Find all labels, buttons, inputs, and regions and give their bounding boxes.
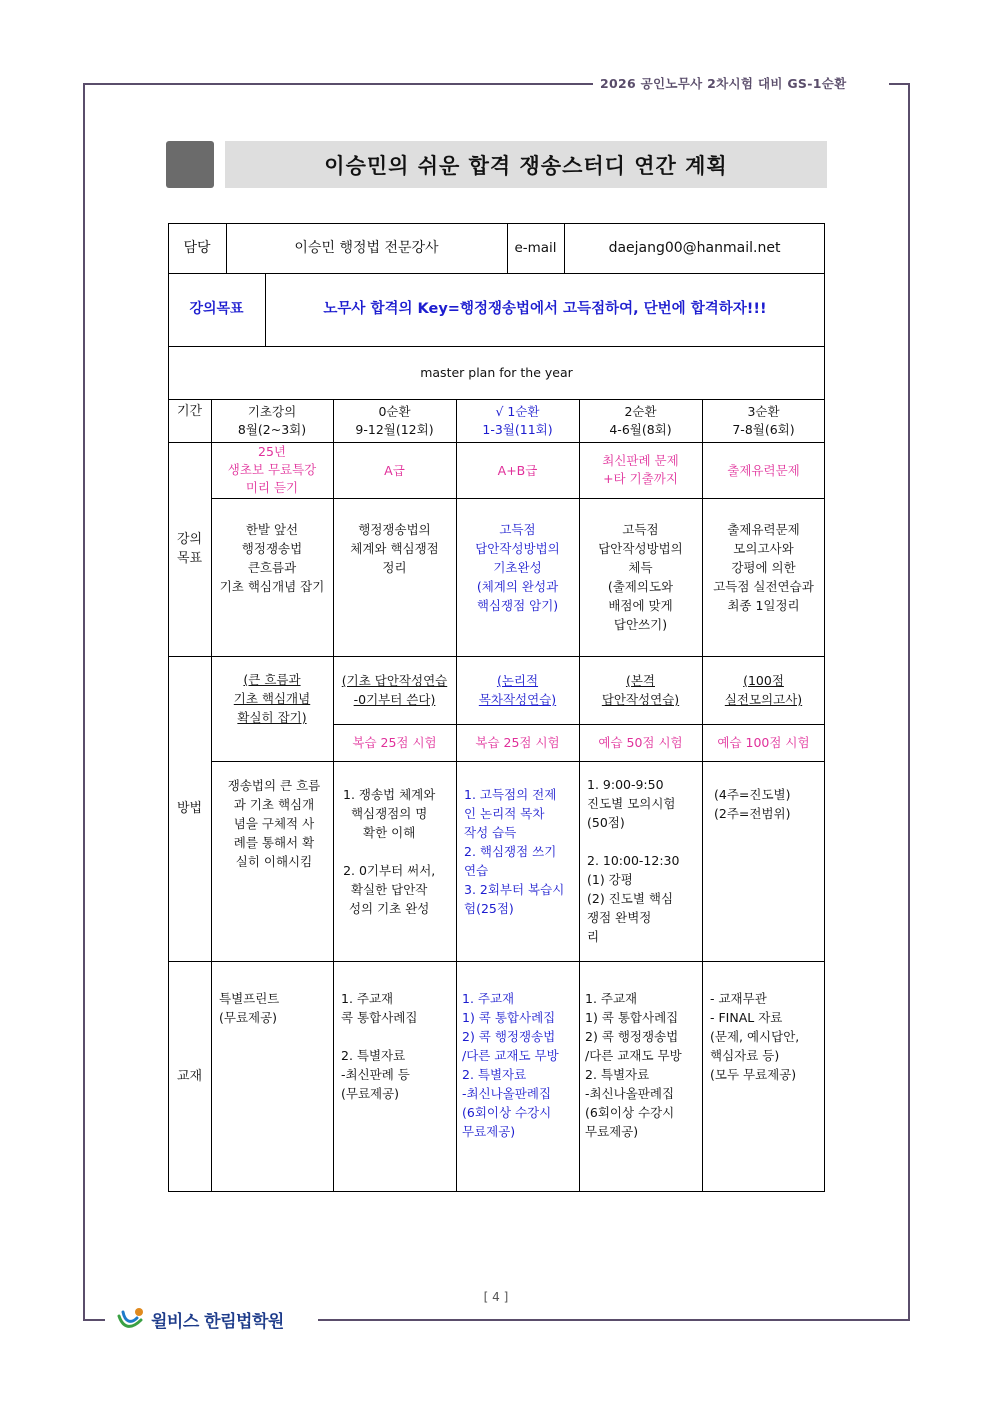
period-name: 0순환 [378, 403, 411, 419]
logo-text: 윌비스 한림법학원 [151, 1311, 284, 1332]
course-goal-text: 노무사 합격의 Key=행정쟁송법에서 고득점하여, 단번에 합격하자!!! [323, 301, 767, 317]
period-name: 3순환 [747, 403, 780, 419]
period-term: 1-3월(11회) [482, 421, 553, 437]
exam-round2: 예습 50점 시험 [598, 735, 683, 750]
page-frame-bottom-left [83, 1319, 105, 1321]
period-term: 7-8월(6회) [732, 421, 795, 437]
exam-round0: 복습 25점 시험 [352, 735, 437, 750]
email-value: daejang00@hanmail.net [608, 239, 781, 256]
page-frame-right [908, 83, 910, 1320]
method-title-basic: (큰 흐름과 기초 핵심개념 확실히 잡기) [233, 672, 311, 725]
period-col-round3 [702, 399, 825, 442]
exam-round3: 예습 100점 시험 [717, 735, 810, 750]
period-name: √ 1순환 [495, 403, 540, 419]
email-label: e-mail [514, 239, 557, 256]
method-detail-round2: 1. 9:00-9:50 진도별 모의시험 (50점) 2. 10:00-12:30 (1) 강평 (2) 진도별 핵심 쟁점 완벽정 리 [587, 777, 680, 944]
period-label: 기간 [176, 404, 203, 419]
goal-round1: 고득점 답안작성방법의 기초완성 (체계의 완성과 핵심쟁점 암기) [475, 522, 560, 613]
goal-round3: 출제유력문제 모의고사와 강평에 의한 고득점 실전연습과 최종 1일정리 [713, 522, 814, 613]
academy-logo [117, 1306, 284, 1332]
goal-row-label: 강의 목표 [176, 532, 203, 566]
method-title-round0: (기초 답안작성연습 -0기부터 쓴다) [341, 673, 448, 707]
level-round2: 최신판례 문제 +타 기출까지 [602, 453, 679, 486]
material-basic: 특별프린트 (무료제공) [219, 991, 280, 1025]
manager-label: 담당 [183, 239, 211, 256]
period-term: 8월(2~3회) [237, 421, 307, 437]
page-title: 이승민의 쉬운 합격 쟁송스터디 연간 계획 [324, 153, 728, 178]
level-basic: 25년 생초보 무료특강 미리 듣기 [227, 444, 317, 495]
manager-name: 이승민 행정법 전문강사 [294, 239, 439, 256]
material-round3: - 교재무관 - FINAL 자료 (문제, 예시답안, 핵심자료 등) (모두 무료제공) [710, 991, 800, 1082]
method-detail-basic: 쟁송법의 큰 흐름 과 기초 핵심개 념을 구체적 사 례를 통해서 확 실히 이해시킴 [227, 778, 321, 869]
exam-round1: 복습 25점 시험 [475, 735, 560, 750]
period-name: 기초강의 [247, 403, 297, 419]
goal-basic: 한발 앞선 행정쟁송법 큰흐름과 기초 핵심개념 잡기 [219, 522, 325, 594]
method-detail-round3: (4주=진도별) (2주=전범위) [714, 787, 791, 821]
level-round3: 출제유력문제 [727, 462, 800, 478]
title-bar [225, 141, 827, 188]
period-col-basic [211, 399, 333, 442]
page-frame-top-right [889, 83, 910, 85]
goal-round0: 행정쟁송법의 체계와 핵심쟁점 정리 [350, 522, 439, 575]
logo-mark-icon [117, 1306, 147, 1332]
page-number: [ 4 ] [483, 1290, 509, 1304]
level-round1: A+B급 [497, 462, 538, 478]
period-col-round1 [456, 399, 579, 442]
page-frame-left [83, 83, 85, 1320]
title-marker [166, 141, 214, 188]
material-round1: 1. 주교재 1) 콕 통합사례집 2) 콕 행정쟁송법 /다른 교재도 무방 2. 특별자료 -최신나올판례집 (6회이상 수강시 무료제공) [462, 991, 559, 1139]
level-round0: A급 [384, 462, 405, 478]
method-title-round3: (100점 실전모의고사) [724, 673, 803, 707]
master-plan-heading: master plan for the year [420, 365, 573, 380]
period-term: 4-6월(8회) [609, 421, 672, 437]
material-round2: 1. 주교재 1) 콕 통합사례집 2) 콕 행정쟁송법 /다른 교재도 무방 2. 특별자료 -최신나올판례집 (6회이상 수강시 무료제공) [585, 991, 682, 1139]
method-title-round1: (논리적 목차작성연습) [478, 673, 557, 707]
running-header: 2026 공인노무사 2차시험 대비 GS-1순환 [600, 76, 847, 91]
method-title-round2: (본격 답안작성연습) [601, 673, 680, 707]
method-detail-round1: 1. 고득점의 전제 인 논리적 목차 작성 습득 2. 핵심쟁점 쓰기 연습 3. 2회부터 복습시 험(25점) [464, 787, 565, 916]
material-row-label: 교재 [176, 1069, 203, 1084]
page-frame-top [83, 83, 593, 85]
method-detail-round0: 1. 쟁송법 체계와 핵심쟁점의 명 확한 이해 2. 0기부터 써서, 확실한 답안작 성의 기초 완성 [343, 787, 436, 916]
course-goal-label: 강의목표 [189, 301, 244, 317]
material-round0: 1. 주교재 콕 통합사례집 2. 특별자료 -최신판례 등 (무료제공) [341, 991, 418, 1101]
period-term: 9-12월(12회) [355, 421, 434, 437]
page-frame-bottom-right [318, 1319, 910, 1321]
period-col-round0 [333, 399, 456, 442]
goal-round2: 고득점 답안작성방법의 체득 (출제의도와 배점에 맞게 답안쓰기) [598, 522, 683, 632]
period-col-round2 [579, 399, 702, 442]
annual-plan-table [168, 223, 825, 1192]
method-row-label: 방법 [176, 801, 203, 816]
period-name: 2순환 [624, 403, 657, 419]
